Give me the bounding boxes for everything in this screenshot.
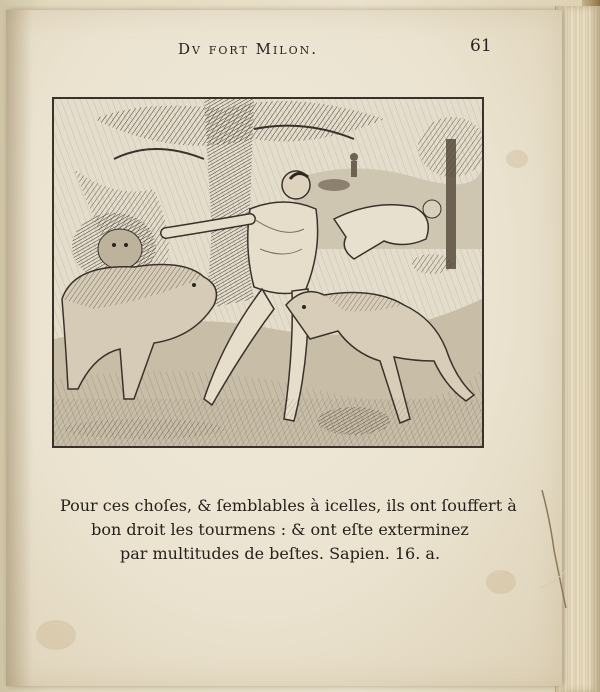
caption-line: par multitudes de beſtes. Sapien. 16. a. [119, 544, 441, 563]
page-tear [540, 490, 570, 610]
page-number: 61 [470, 36, 492, 56]
foxing-stain [36, 620, 76, 650]
foxing-stain [486, 570, 516, 594]
engraving-illustration [54, 99, 482, 446]
engraving-plate [52, 97, 484, 448]
caption-line: Pour ces choſes, & ſemblables à icelles, ils ont ſouffert à [60, 496, 517, 515]
running-head: Dv fort Milon. [178, 40, 319, 58]
foxing-stain [506, 150, 528, 168]
caption [60, 494, 517, 566]
gutter-shadow [6, 10, 32, 686]
caption-line: bon droit les tourmens : & ont eſte exterminez [91, 520, 469, 539]
